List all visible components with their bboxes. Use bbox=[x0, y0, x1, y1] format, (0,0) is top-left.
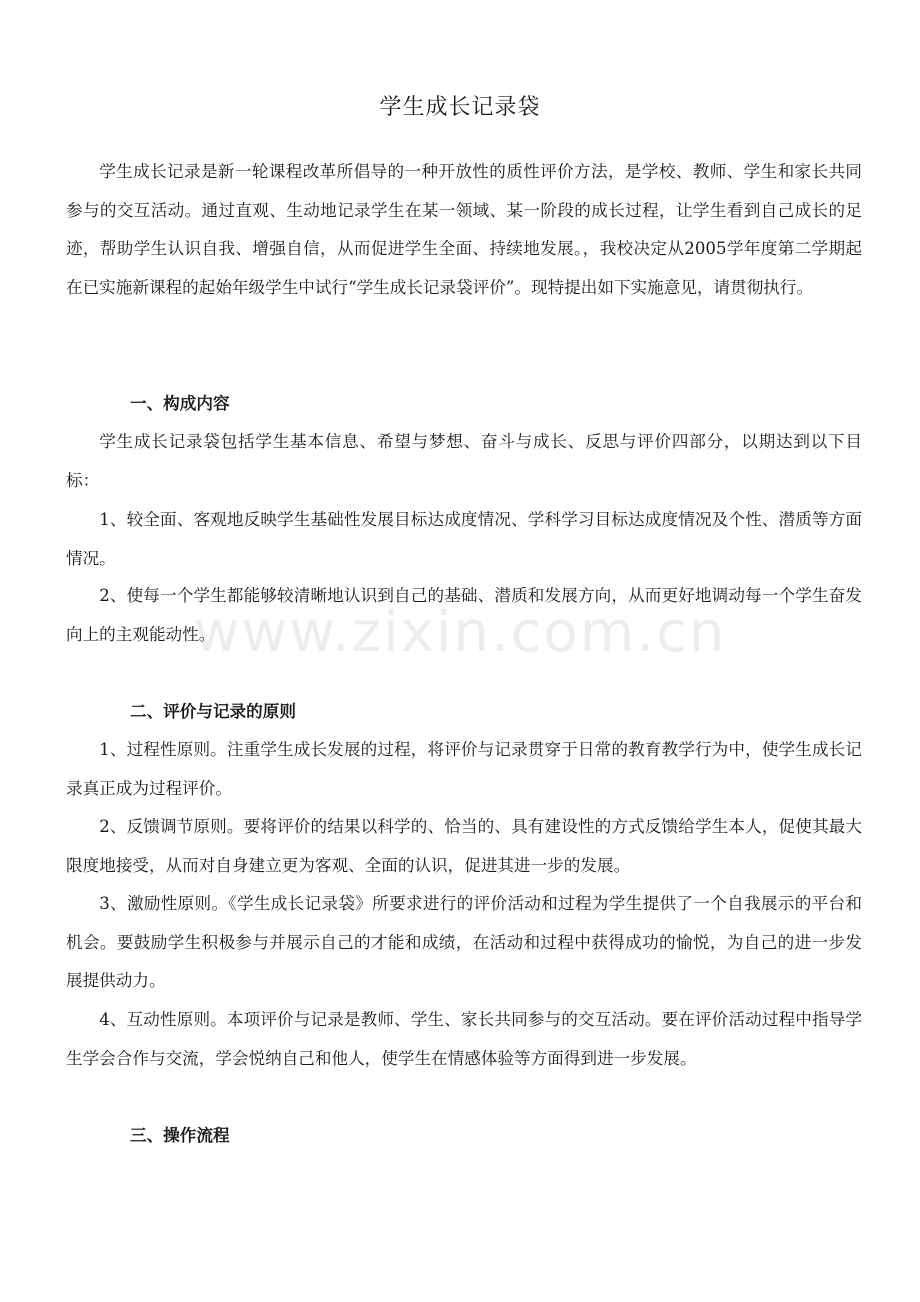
section-1-paragraph-1: 学生成长记录袋包括学生基本信息、希望与梦想、奋斗与成长、反思与评价四部分，以期达到以下目标： bbox=[66, 432, 862, 490]
section-2-paragraph-4: 4、互动性原则。本项评价与记录是教师、学生、家长共同参与的交互活动。要在评价活动过程中指导学生学会合作与交流，学会悦纳自己和他人，使学生在情感体验等方面得到进一步发展。 bbox=[66, 1010, 862, 1068]
section-3-heading: 三、操作流程 bbox=[130, 1126, 230, 1145]
intro-paragraph: 学生成长记录是新一轮课程改革所倡导的一种开放性的质性评价方法，是学校、教师、学生和家长共同参与的交互活动。通过直观、生动地记录学生在某一领域、某一阶段的成长过程，让学生看到自己成长的足迹，帮助学生认识自我、增强自信，从而促进学生全面、持续地发展。，我校决定从2005学年度第二学期起在已实施新课程的起始年级学生中试行“学生成长记录袋评价”。现特提出如下实施意见，请贯彻执行。 bbox=[66, 162, 862, 297]
section-2-heading: 二、评价与记录的原则 bbox=[130, 702, 296, 721]
section-1-paragraph-2: 1、较全面、客观地反映学生基础性发展目标达成度情况、学科学习目标达成度情况及个性、潜质等方面情况。 bbox=[66, 510, 862, 568]
section-2-paragraph-1: 1、过程性原则。注重学生成长发展的过程，将评价与记录贯穿于日常的教育教学行为中，使学生成长记录真正成为过程评价。 bbox=[66, 740, 862, 798]
section-2-paragraph-2: 2、反馈调节原则。要将评价的结果以科学的、恰当的、具有建设性的方式反馈给学生本人，促使其最大限度地接受，从而对自身建立更为客观、全面的认识，促进其进一步的发展。 bbox=[66, 817, 862, 875]
section-2-paragraph-3: 3、激励性原则。《学生成长记录袋》所要求进行的评价活动和过程为学生提供了一个自我展示的平台和机会。要鼓励学生积极参与并展示自己的才能和成绩，在活动和过程中获得成功的愉悦，为自己的进一步发展提供动力。 bbox=[66, 894, 862, 990]
section-1-paragraph-3: 2、使每一个学生都能够较清晰地认识到自己的基础、潜质和发展方向，从而更好地调动每一个学生奋发向上的主观能动性。 bbox=[66, 586, 862, 644]
section-1-heading: 一、构成内容 bbox=[130, 394, 230, 413]
document-title: 学生成长记录袋 bbox=[379, 95, 541, 120]
watermark-text: www.zixin.com.cn bbox=[193, 600, 727, 665]
